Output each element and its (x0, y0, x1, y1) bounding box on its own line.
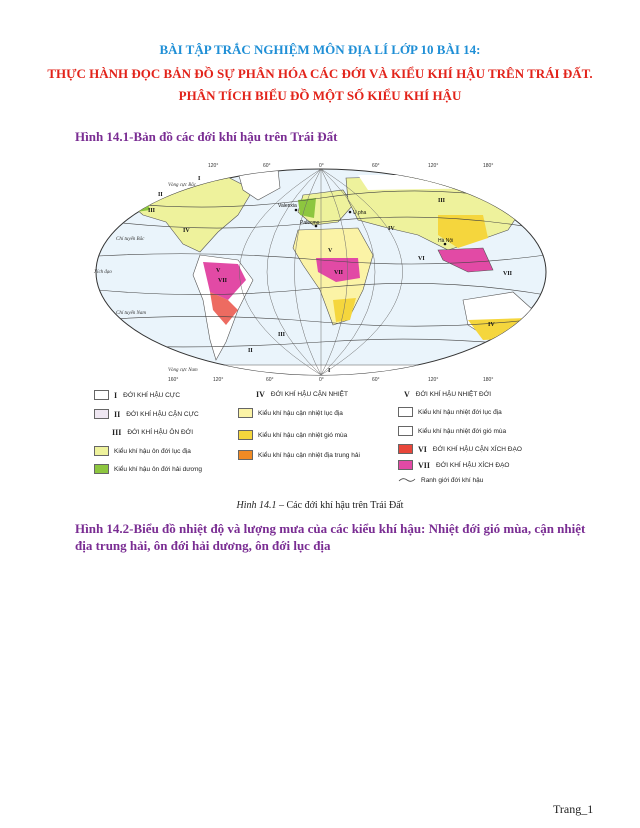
legend-item-7: Kiểu khí hậu cận nhiệt lục địa (238, 408, 343, 418)
legend-item-2: II ĐỚI KHÍ HẬU CẬN CỰC (94, 409, 199, 419)
legend-swatch (398, 460, 413, 470)
zone-5-sa: V (216, 268, 221, 274)
lon-bottom-6: 120° (428, 377, 439, 382)
title-line-2: THỰC HÀNH ĐỌC BẢN ĐỒ SỰ PHÂN HÓA CÁC ĐỚI VÀ KIỂU KHÍ HẬU TRÊN TRÁI ĐẤT. (47, 66, 593, 81)
zone-7-pacific: VII (503, 271, 513, 277)
city-upha: U pha (353, 210, 367, 216)
zone-5-africa: V (328, 248, 333, 254)
lon-top-5: 120° (428, 163, 439, 169)
zone-3-south: III (278, 332, 286, 338)
label-equator: Xích đạo (94, 270, 112, 275)
legend-swatch (398, 407, 413, 417)
legend-item-1: I ĐỚI KHÍ HẬU CỰC (94, 390, 180, 400)
legend-swatch (238, 408, 253, 418)
label-tropic-cancer: Chí tuyến Bắc (116, 237, 145, 242)
legend-item-6: IV ĐỚI KHÍ HẬU CẬN NHIỆT (256, 390, 348, 399)
legend-item-14: VII ĐỚI KHÍ HẬU XÍCH ĐẠO (398, 460, 510, 470)
legend-swatch (94, 446, 109, 456)
legend-swatch (94, 464, 109, 474)
lon-top-3: 0° (319, 163, 324, 169)
city-valenxia: Valenxia (278, 203, 297, 209)
world-climate-map (88, 160, 554, 382)
boundary-line-icon (398, 476, 416, 484)
legend-swatch (94, 409, 109, 419)
lon-bottom-4: 0° (319, 377, 324, 382)
figure-caption (0, 500, 640, 511)
zone-4-asia: IV (388, 226, 395, 232)
legend-item-10: V ĐỚI KHÍ HẬU NHIỆT ĐỚI (404, 390, 492, 399)
label-arctic-circle: Vòng cực Bắc (168, 183, 196, 188)
title-line-3: PHÂN TÍCH BIỂU ĐỒ MỘT SỐ KIỂU KHÍ HẬU (178, 88, 462, 103)
legend-item-9: Kiểu khí hậu cận nhiệt địa trung hải (238, 450, 360, 460)
zone-4-na: IV (183, 228, 190, 234)
lon-bottom-2: 120° (213, 377, 224, 382)
lon-bottom-3: 60° (266, 377, 274, 382)
label-tropic-capricorn: Chí tuyến Nam (116, 311, 146, 316)
zone-2-north: II (158, 192, 163, 198)
legend-item-5: Kiểu khí hậu ôn đới hải dương (94, 464, 202, 474)
north-america-oceanic (128, 188, 150, 212)
caption-text: – Các đới khí hậu trên Trái Đất (276, 500, 404, 511)
lon-top-4: 60° (372, 163, 380, 169)
legend-item-8: Kiểu khí hậu cận nhiệt gió mùa (238, 430, 347, 440)
lon-bottom-7: 180° (483, 377, 494, 382)
legend-item-13: VI ĐỚI KHÍ HẬU CẬN XÍCH ĐẠO (398, 444, 522, 454)
legend-swatch (94, 390, 109, 400)
zone-7-sa: VII (218, 278, 228, 284)
legend-swatch (238, 430, 253, 440)
legend-item-4: Kiểu khí hậu ôn đới lục địa (94, 446, 191, 456)
zone-6-asia: VI (418, 256, 425, 262)
caption-figure-number: Hình 14.1 (236, 500, 277, 511)
city-palecmo: Palecmo (300, 220, 320, 226)
legend-swatch (238, 450, 253, 460)
lon-top-6: 180° (483, 163, 494, 169)
legend-swatch (398, 426, 413, 436)
page-number: Trang_1 (553, 802, 594, 816)
zone-7-africa: VII (334, 270, 344, 276)
legend-item-12: Kiểu khí hậu nhiệt đới gió mùa (398, 426, 506, 436)
map-legend (88, 386, 568, 486)
legend-item-11: Kiểu khí hậu nhiệt đới lục địa (398, 407, 502, 417)
zone-2-south: II (248, 348, 253, 354)
label-antarctic-circle: Vòng cực Nam (168, 368, 198, 373)
lon-bottom-5: 60° (372, 377, 380, 382)
zone-1-north: I (198, 176, 201, 182)
title-line-1: BÀI TẬP TRẮC NGHIỆM MÔN ĐỊA LÍ LỚP 10 BÀI 14: (159, 42, 481, 57)
zone-4-australia: IV (488, 322, 495, 328)
zone-3-asia: III (438, 198, 446, 204)
legend-item-3: III ĐỚI KHÍ HẬU ÔN ĐỚI (112, 428, 194, 437)
section-heading-figure-14-1: Hình 14.1-Bản đồ các đới khí hậu trên Trái Đất (75, 129, 338, 144)
zone-3-na: III (148, 208, 156, 214)
lon-top-1: 120° (208, 163, 219, 169)
legend-swatch (398, 444, 413, 454)
lon-bottom-1: 160° (168, 377, 179, 382)
lon-top-2: 60° (263, 163, 271, 169)
city-hanoi: Hà Nội (438, 238, 454, 244)
legend-item-15: Ranh giới đới khí hậu (398, 476, 483, 484)
section-heading-figure-14-2: Hình 14.2-Biểu đồ nhiệt độ và lượng mưa của các kiểu khí hậu: Nhiệt đới gió mùa, cận nhiệt địa trung hải, ôn đới hải dương, ôn đới lục địa (75, 521, 586, 553)
zone-1-south: I (328, 368, 331, 374)
